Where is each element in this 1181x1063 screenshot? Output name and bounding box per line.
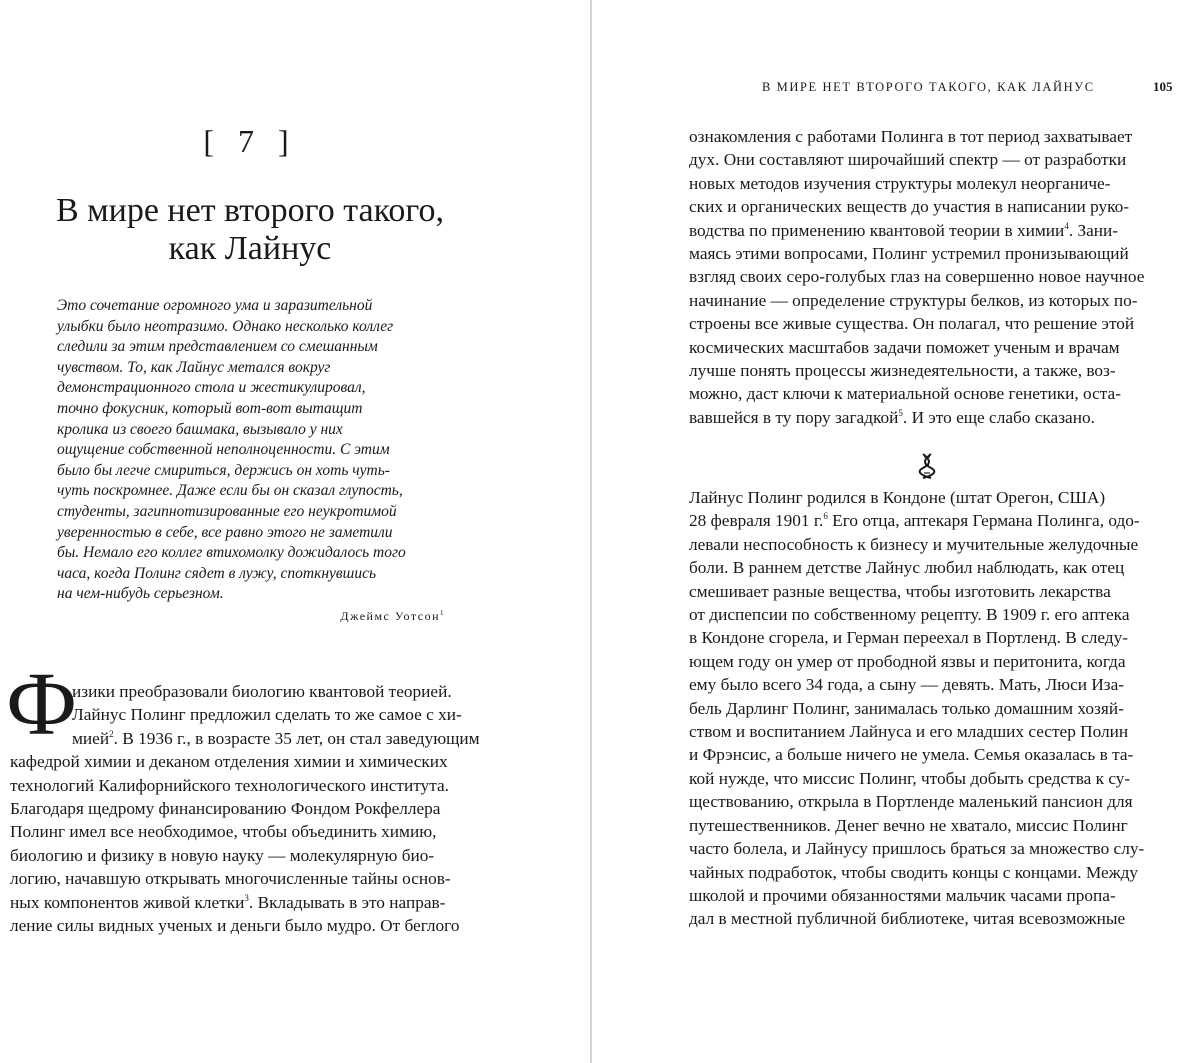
body-line: Лайнус Полинг родился в Кондоне (штат Орегон, США) xyxy=(689,488,1106,507)
chapter-title xyxy=(0,192,500,268)
chapter-number: [ 7 ] xyxy=(203,123,297,159)
body-line: логию, начавшую открывать многочисленные тайны основ- xyxy=(10,869,451,889)
body-line: биологию и физику в новую науку — молекулярную био- xyxy=(10,845,435,865)
epigraph-line: точно фокусник, который вот-вот вытащит xyxy=(57,399,363,417)
body-line: ских и органических веществ до участия в написании руко- xyxy=(689,197,1130,217)
right-body-text-2 xyxy=(689,486,1174,931)
body-line: ством и воспитанием Лайнуса и его младших сестер Полин xyxy=(689,722,1129,742)
footnote-marker: 1 xyxy=(440,609,445,617)
epigraph-line: часа, когда Полинг сядет в лужу, споткнувшись xyxy=(57,564,377,582)
body-line: кой нужде, что миссис Полинг, чтобы добыть средства к су- xyxy=(689,768,1131,788)
body-line: взгляд своих серо-голубых глаз на совершенно новое научное xyxy=(689,267,1145,287)
footnote-marker: 4 xyxy=(1064,220,1069,231)
body-line: ознакомления с работами Полинга в тот период захватывает xyxy=(689,127,1133,146)
body-line: строены все живые существа. Он полагал, что решение этой xyxy=(689,314,1135,334)
body-line: Полинг имел все необходимое, чтобы объединить химию, xyxy=(10,822,437,842)
running-head: В МИРЕ НЕТ ВТОРОГО ТАКОГО, КАК ЛАЙНУС xyxy=(762,80,1095,94)
body-line: путешественников. Денег вечно не хватало, миссис Полинг xyxy=(689,815,1128,835)
body-line: от диспепсии по собственному рецепту. В 1909 г. его аптека xyxy=(689,605,1130,625)
epigraph-line: чуть поскромнее. Даже если бы он сказал глупость, xyxy=(57,482,403,500)
epigraph-line: демонстрационного стола и жестикулировал, xyxy=(57,379,366,397)
left-body-text xyxy=(10,680,495,937)
body-line: водства по применению квантовой теории в химии$^4$. Зани- xyxy=(689,220,1119,240)
epigraph-line: следили за этим представлением со смешанным xyxy=(57,338,378,356)
body-line: маясь этими вопросами, Полинг устремил пронизывающий xyxy=(689,244,1129,264)
body-line: ление силы видных ученых и деньги было мудро. От беглого xyxy=(10,916,460,936)
body-line: боли. В раннем детстве Лайнус любил наблюдать, как отец xyxy=(689,558,1125,578)
epigraph-line: кролика из своего башмака, вызывало у них xyxy=(57,420,343,438)
body-line: лучше понять процессы жизнедеятельности, а также, воз- xyxy=(689,361,1116,381)
page-number: 105 xyxy=(1153,79,1173,94)
body-line: школой и прочими обязанностями мальчик часами пропа- xyxy=(689,885,1116,905)
body-line: бель Дарлинг Полинг, занималась только домашним хозяй- xyxy=(689,698,1124,718)
epigraph-author xyxy=(200,608,445,624)
chapter-title-line: В мире нет второго такого, xyxy=(55,192,445,229)
body-line: технологий Калифорнийского технологического института. xyxy=(10,775,449,795)
body-line: и Фрэнсис, а больше ничего не умела. Семья оказалась в та- xyxy=(689,745,1134,765)
body-line: мией$^2$. В 1936 г., в возрасте 35 лет, он стал заведующим xyxy=(72,728,480,748)
epigraph-line: на чем-нибудь серьезном. xyxy=(57,585,224,603)
epigraph xyxy=(57,296,457,605)
left-page xyxy=(0,0,590,1063)
epigraph-line: студенты, загипнотизированные его неукротимой xyxy=(57,502,397,520)
body-line: Благодаря щедрому финансированию Фондом Рокфеллера xyxy=(10,799,441,819)
body-line: чайных подработок, чтобы сводить концы с концами. Между xyxy=(689,862,1139,882)
body-line: ющем году он умер от прободной язвы и перитонита, когда xyxy=(689,651,1126,671)
footnote-marker: 2 xyxy=(109,729,114,740)
right-page xyxy=(592,0,1181,1063)
body-line: вавшейся в ту пору загадкой$^5$. И это еще слабо сказано. xyxy=(689,407,1095,427)
body-line: новых методов изучения структуры молекул неорганиче- xyxy=(689,173,1111,193)
dna-ornament-icon xyxy=(917,452,937,480)
footnote-marker: 5 xyxy=(898,408,903,419)
body-line: космических масштабов задачи поможет ученым и врачам xyxy=(689,337,1120,357)
body-line: изики преобразовали биологию квантовой теорией. xyxy=(72,682,452,701)
epigraph-line: уверенностью в себе, все равно этого не заметили xyxy=(57,523,393,541)
body-line: ему было всего 34 года, а сыну — девять. Мать, Люси Иза- xyxy=(689,675,1125,695)
footnote-marker: 6 xyxy=(823,511,828,522)
epigraph-line: чувством. То, как Лайнус метался вокруг xyxy=(57,358,331,376)
epigraph-line: Это сочетание огромного ума и заразительной xyxy=(57,297,373,314)
drop-cap: Ф xyxy=(6,655,78,754)
footnote-marker: 3 xyxy=(244,892,249,903)
body-line: кафедрой химии и деканом отделения химии и химических xyxy=(10,752,448,772)
body-line: дал в местной публичной библиотеке, читая всевозможные xyxy=(689,909,1126,929)
epigraph-line: бы. Немало его коллег втихомолку дожидалось того xyxy=(57,544,406,562)
body-line: в Кондоне сгорела, и Герман переехал в Портленд. В следу- xyxy=(689,628,1128,648)
body-line: дух. Они составляют широчайший спектр — от разработки xyxy=(689,150,1127,170)
body-line: левали неспособность к бизнесу и мучительные желудочные xyxy=(689,534,1139,554)
body-line: смешивает разные вещества, чтобы изготовить лекарства xyxy=(689,581,1111,601)
chapter-title-line: как Лайнус xyxy=(168,230,332,267)
body-line: ществованию, открыла в Портленде маленький пансион для xyxy=(689,792,1133,812)
right-body-text-1 xyxy=(689,125,1174,429)
epigraph-line: было бы легче смириться, держись он хоть чуть- xyxy=(57,461,390,479)
body-line: ных компонентов живой клетки$^3$. Вкладывать в это направ- xyxy=(10,892,446,912)
body-line: часто болела, и Лайнусу пришлось браться за множество слу- xyxy=(689,839,1145,859)
body-line: 28 февраля 1901 г.$^6$ Его отца, аптекаря Германа Полинга, одо- xyxy=(689,511,1140,531)
body-line: начинание — определение структуры белков, из которых по- xyxy=(689,290,1138,310)
epigraph-line: улыбки было неотразимо. Однако несколько коллег xyxy=(57,317,394,335)
body-line: можно, даст ключи к материальной основе генетики, оста- xyxy=(689,384,1121,404)
body-line: Лайнус Полинг предложил сделать то же самое с хи- xyxy=(72,705,462,725)
epigraph-author-name: Джеймс Уотсон xyxy=(340,609,440,623)
epigraph-line: ощущение собственной неполноценности. С этим xyxy=(57,441,390,459)
